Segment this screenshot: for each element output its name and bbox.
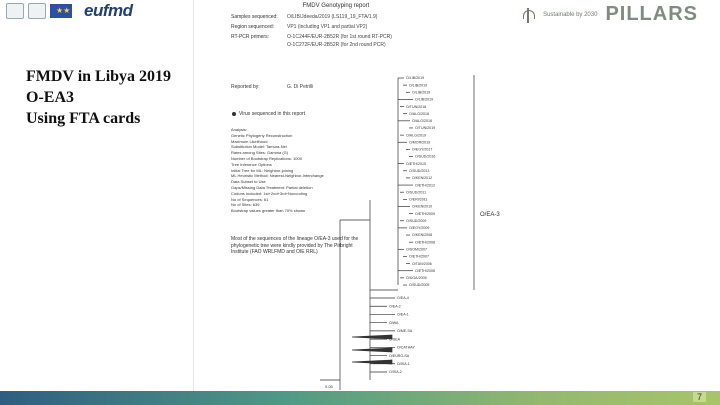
- o-wa-collapsed-icon: [352, 348, 392, 352]
- page-number: 7: [693, 392, 706, 402]
- note-line: No of Sequences: 61: [231, 196, 269, 202]
- clade-label: O/EA-3: [480, 212, 500, 218]
- pillars-logo: PILLARS: [605, 3, 698, 25]
- taxon-label: O/ETH/2009: [415, 211, 435, 216]
- taxon-label: O/SUD/2016: [415, 154, 436, 159]
- legend-text: Virus sequenced in this report: [239, 111, 306, 117]
- lineage-label: O/EA-4: [397, 296, 409, 301]
- taxon-label: O/SUD/2005: [409, 283, 430, 288]
- note-line: Tree Inference Options: [231, 161, 272, 167]
- note-line: Data Subset to Use: [231, 179, 266, 185]
- reported-by-label: Reported by:: [231, 84, 260, 90]
- note-line: Number of Bootstrap Replications: 1000: [231, 155, 302, 161]
- primers-value-2: O-1C272F/EUR-2B52R (for 2nd round PCR): [287, 42, 386, 48]
- lineage-label: O/EA-2: [389, 304, 401, 309]
- lineage-label: O/CATHAY: [397, 345, 415, 350]
- scale-label: 0.05: [325, 384, 333, 389]
- region-value: VP1 (including VP1 and partial VP2): [287, 24, 368, 30]
- title-line-2: O-EA3: [26, 89, 74, 106]
- taxon-label: O/SUD/2013: [409, 168, 430, 173]
- o-mesa-collapsed-icon: [352, 360, 392, 364]
- taxon-label: O/ALG/2018: [412, 119, 432, 124]
- taxon-label: O/EGY/2017: [412, 147, 433, 152]
- note-line: Rates among Sites: Gamma (G): [231, 150, 289, 156]
- taxon-label: O/LIB/2019: [409, 83, 428, 88]
- eufmd-logo: eufmd: [84, 1, 133, 20]
- taxon-label: O/EGY/2009: [409, 226, 430, 231]
- note-line: Maximum Likelihood: [231, 138, 268, 144]
- note-line: Substitution Model: Tamura-Nei: [231, 144, 287, 150]
- taxon-label: O/TUN/2019: [415, 126, 436, 131]
- samples-label: Samples sequenced:: [231, 14, 278, 20]
- taxon-label: O/ETH/2008: [415, 240, 435, 245]
- taxon-label: O/KEN/2010: [412, 204, 433, 209]
- taxon-label: O/TUN/2018: [406, 104, 427, 109]
- lineage-label: O/EA-1: [397, 312, 409, 317]
- lineage-label: O/WA: [389, 320, 399, 325]
- footer-bar: [0, 391, 720, 405]
- taxon-label: O/TAN/2006: [412, 261, 432, 266]
- samples-value: O/LIB/Jdeeda/2019 (LS119_19_FTA/1.9): [287, 14, 378, 20]
- taxon-label: O/MOR/2019: [409, 140, 431, 145]
- taxon-label: O/ALG/2019: [406, 133, 426, 138]
- primers-label: RT-PCR primers:: [231, 34, 269, 40]
- eu-flag-icon: ★★: [50, 4, 72, 18]
- sequence-source-footnote: Most of the sequences of the lineage O/EA-3 used for the phylogenetic tree were kindly provided by The Pirbright Institute (FAO WRLFMD and OIE RRL): [231, 236, 359, 256]
- taxon-label: O/KEN/2008: [412, 233, 433, 238]
- title-line-3: Using FTA cards: [26, 110, 141, 127]
- o-ea4-collapsed-icon: [352, 335, 392, 339]
- note-line: Gaps/Missing Data Treatment: Partial deletion: [231, 184, 313, 190]
- note-line: ML Heuristic Method: Nearest-Neighbor-Interchange: [231, 173, 324, 179]
- taxon-label: O/ETH/2015: [406, 161, 426, 166]
- taxon-label: O/ETH/2012: [415, 183, 435, 188]
- taxon-label: O/ETH/2007: [409, 254, 429, 259]
- taxon-label: O/LIB/2019: [406, 76, 425, 81]
- lineage-label: O/ISA-2: [389, 370, 402, 375]
- taxon-label: O/KEN/2012: [412, 176, 433, 181]
- primers-value-1: O-1C244F/EUR-2B52R (for 1st round RT-PCR): [287, 34, 392, 40]
- taxon-label: O/ETH/2006: [415, 268, 435, 273]
- note-line: Initial Tree for ML: Neighbor-joining: [231, 167, 294, 173]
- taxon-label: O/UGA/2005: [406, 276, 427, 281]
- report-title: FMDV Genotyping report: [302, 3, 370, 9]
- taxon-label: O/SUD/2011: [406, 190, 427, 195]
- taxon-label: O/ERI/2011: [409, 197, 428, 202]
- taxon-label: O/LIB/2019: [412, 90, 431, 95]
- taxon-label: O/LIB/2019: [415, 97, 434, 102]
- taxon-label: O/SUD/2009: [406, 218, 427, 223]
- taxon-label: O/SOM/2007: [406, 247, 427, 252]
- lineage-label: O/SEA: [389, 337, 400, 342]
- note-line: Bootstrap values greater than 70% shown: [231, 208, 306, 214]
- note-line: No of Sites: 639: [231, 202, 260, 208]
- note-line: Analysis:: [231, 127, 248, 132]
- region-label: Region sequenced:: [231, 24, 275, 30]
- lineage-label: O/EURO-SA: [389, 353, 410, 358]
- taxon-label: O/ALG/2018: [409, 111, 429, 116]
- note-line: Genetic Phylogeny Reconstruction: [231, 132, 293, 138]
- lineage-label: O/ME-SA: [397, 329, 413, 334]
- pillars-tagline: Sustainable by 2030: [543, 11, 598, 18]
- note-line: Codons Included: 1st+2nd+3rd+Noncoding: [231, 190, 308, 196]
- reported-by-value: G. Di Petrilli: [287, 84, 314, 90]
- title-line-1: FMDV in Libya 2019: [26, 68, 172, 85]
- lineage-label: O/ISA-1: [397, 361, 410, 366]
